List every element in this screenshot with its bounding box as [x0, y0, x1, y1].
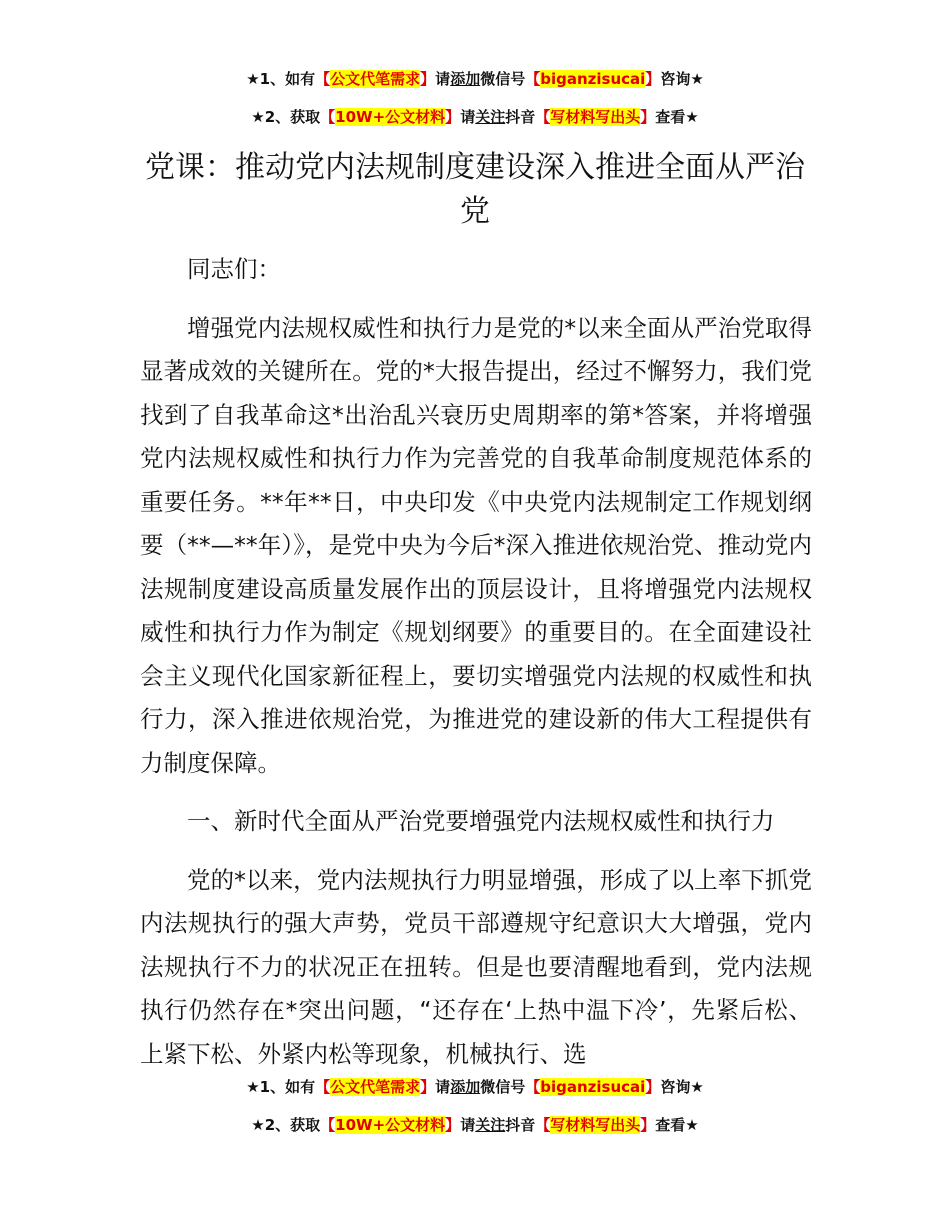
bracket-close: 】 — [645, 70, 661, 88]
promo-text: 抖音 — [505, 1116, 536, 1134]
promo-prefix: ★1、如有 — [246, 1078, 316, 1096]
promo-text: 请 — [435, 1078, 451, 1096]
promo-text: 请 — [460, 1116, 476, 1134]
promo-text: 请 — [435, 70, 451, 88]
document-body — [140, 248, 812, 1091]
bracket-open: 【 — [525, 1078, 541, 1096]
promo-prefix: ★2、获取 — [251, 1116, 321, 1134]
bracket-open: 【 — [320, 108, 336, 126]
paragraph: 党的*以来，党内法规执行力明显增强，形成了以上率下抓党内法规执行的强大声势，党员干部遵规守纪意识大大增强，党内法规执行不力的状况正在扭转。但是也要清醒地看到，党内法规执行仍然存在*突出问题，“还存在‘上热中温下冷’，先紧后松、上紧下松、外紧内松等现象，机械执行、选 — [140, 865, 812, 1068]
footer-promo-line-2 — [0, 1114, 950, 1136]
paragraph: 增强党内法规权威性和执行力是党的*以来全面从严治党取得显著成效的关键所在。党的*大报告提出，经过不懈努力，我们党找到了自我革命这*出治乱兴衰历史周期率的第*答案，并将增强党内法规权威性和执行力作为完善党的自我革命制度规范体系的重要任务。**年**日，中央印发《中央党内法规制定工作规划纲要（**—**年）》，是党中央为今后*深入推进依规治党、推动党内法规制度建设高质量发展作出的顶层设计，且将增强党内法规权威性和执行力作为制定《规划纲要》的重要目的。在全面建设社会主义现代化国家新征程上，要切实增强党内法规的权威性和执行力，深入推进依规治党，为推进党的建设新的伟大工程提供有力制度保障。 — [140, 313, 812, 777]
bracket-close: 】 — [420, 70, 436, 88]
promo-text: 微信号 — [480, 70, 526, 88]
bracket-open: 【 — [535, 108, 551, 126]
promo-highlight-materials: 10W+公文材料 — [335, 108, 446, 126]
promo-highlight-wechat-id: biganzisucai — [540, 70, 646, 88]
bracket-close: 】 — [640, 108, 656, 126]
bracket-close: 】 — [420, 1078, 436, 1096]
bracket-open: 【 — [315, 70, 331, 88]
promo-highlight-wechat-id: biganzisucai — [540, 1078, 646, 1096]
promo-emphasis: 关注 — [475, 1116, 506, 1134]
promo-text: 请 — [460, 108, 476, 126]
promo-prefix: ★2、获取 — [251, 108, 321, 126]
bracket-close: 】 — [445, 1116, 461, 1134]
promo-highlight-douyin-account: 写材料写出头 — [550, 1116, 641, 1134]
bracket-close: 】 — [640, 1116, 656, 1134]
document-title: 党课：推动党内法规制度建设深入推进全面从严治党 — [145, 150, 805, 229]
promo-emphasis: 添加 — [450, 70, 481, 88]
promo-highlight-service: 公文代笔需求 — [330, 70, 421, 88]
bracket-close: 】 — [645, 1078, 661, 1096]
promo-suffix: 查看★ — [655, 108, 699, 126]
footer-promo-line-1 — [0, 1076, 950, 1098]
bracket-open: 【 — [315, 1078, 331, 1096]
section-heading: 一、新时代全面从严治党要增强党内法规权威性和执行力 — [187, 807, 775, 835]
bracket-close: 】 — [445, 108, 461, 126]
promo-prefix: ★1、如有 — [246, 70, 316, 88]
promo-highlight-service: 公文代笔需求 — [330, 1078, 421, 1096]
promo-text: 微信号 — [480, 1078, 526, 1096]
promo-highlight-materials: 10W+公文材料 — [335, 1116, 446, 1134]
header-promo-line-1 — [0, 68, 950, 90]
greeting: 同志们： — [187, 255, 281, 283]
bracket-open: 【 — [320, 1116, 336, 1134]
promo-highlight-douyin-account: 写材料写出头 — [550, 108, 641, 126]
promo-suffix: 咨询★ — [660, 70, 704, 88]
promo-emphasis: 添加 — [450, 1078, 481, 1096]
bracket-open: 【 — [525, 70, 541, 88]
promo-text: 抖音 — [505, 108, 536, 126]
header-promo-line-2 — [0, 106, 950, 128]
promo-suffix: 咨询★ — [660, 1078, 704, 1096]
promo-emphasis: 关注 — [475, 108, 506, 126]
promo-suffix: 查看★ — [655, 1116, 699, 1134]
bracket-open: 【 — [535, 1116, 551, 1134]
